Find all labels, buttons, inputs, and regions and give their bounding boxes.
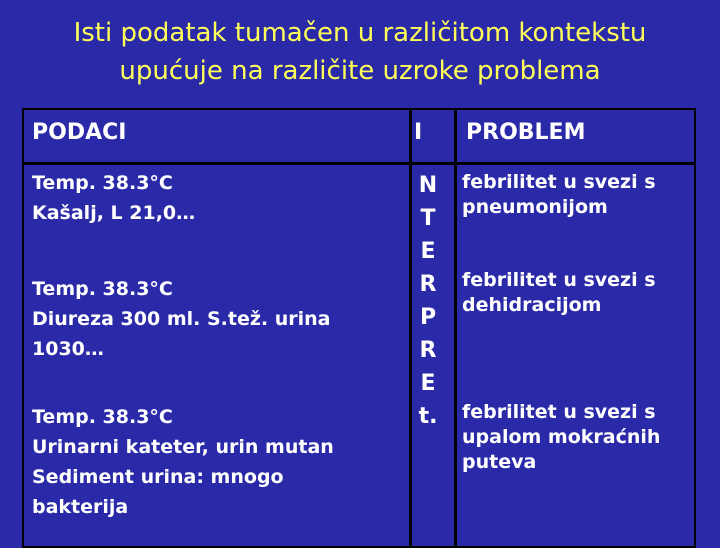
interpretation-letter: N — [418, 173, 438, 198]
interpretation-letter: E — [420, 239, 436, 264]
interpretation-letter: t. — [418, 404, 438, 429]
slide-title — [0, 14, 720, 90]
interpretation-column — [415, 169, 441, 433]
header-problem: PROBLEM — [466, 120, 586, 145]
header-interpretation: I — [414, 120, 423, 145]
slide-title-line-2: upućuje na različite uzroke problema — [119, 56, 601, 86]
interpretation-letter: R — [419, 338, 437, 363]
interpretation-letter: R — [419, 272, 437, 297]
interpretation-letter: P — [419, 305, 437, 330]
row-1-problem: febrilitet u svezi s pneumonijom — [462, 171, 656, 218]
column-divider — [454, 110, 457, 546]
row-1-data: Temp. 38.3°C Kašalj, L 21,0… — [32, 172, 196, 224]
row-3-data: Temp. 38.3°C Urinarni kateter, urin mutan Sediment urina: mnogo bakterija — [32, 406, 334, 518]
column-divider — [409, 110, 412, 546]
slide-title-line-1: Isti podatak tumačen u različitom kontekstu — [73, 18, 647, 48]
interpretation-letter: E — [420, 371, 436, 396]
row-3-problem: febrilitet u svezi s upalom mokraćnih puteva — [462, 401, 661, 473]
header-podaci: PODACI — [32, 120, 127, 145]
data-problem-table — [22, 108, 696, 548]
interpretation-letter: T — [420, 206, 436, 231]
header-divider — [24, 162, 694, 165]
row-2-data: Temp. 38.3°C Diureza 300 ml. S.tež. urina 1030… — [32, 278, 331, 360]
row-2-problem: febrilitet u svezi s dehidracijom — [462, 269, 656, 316]
